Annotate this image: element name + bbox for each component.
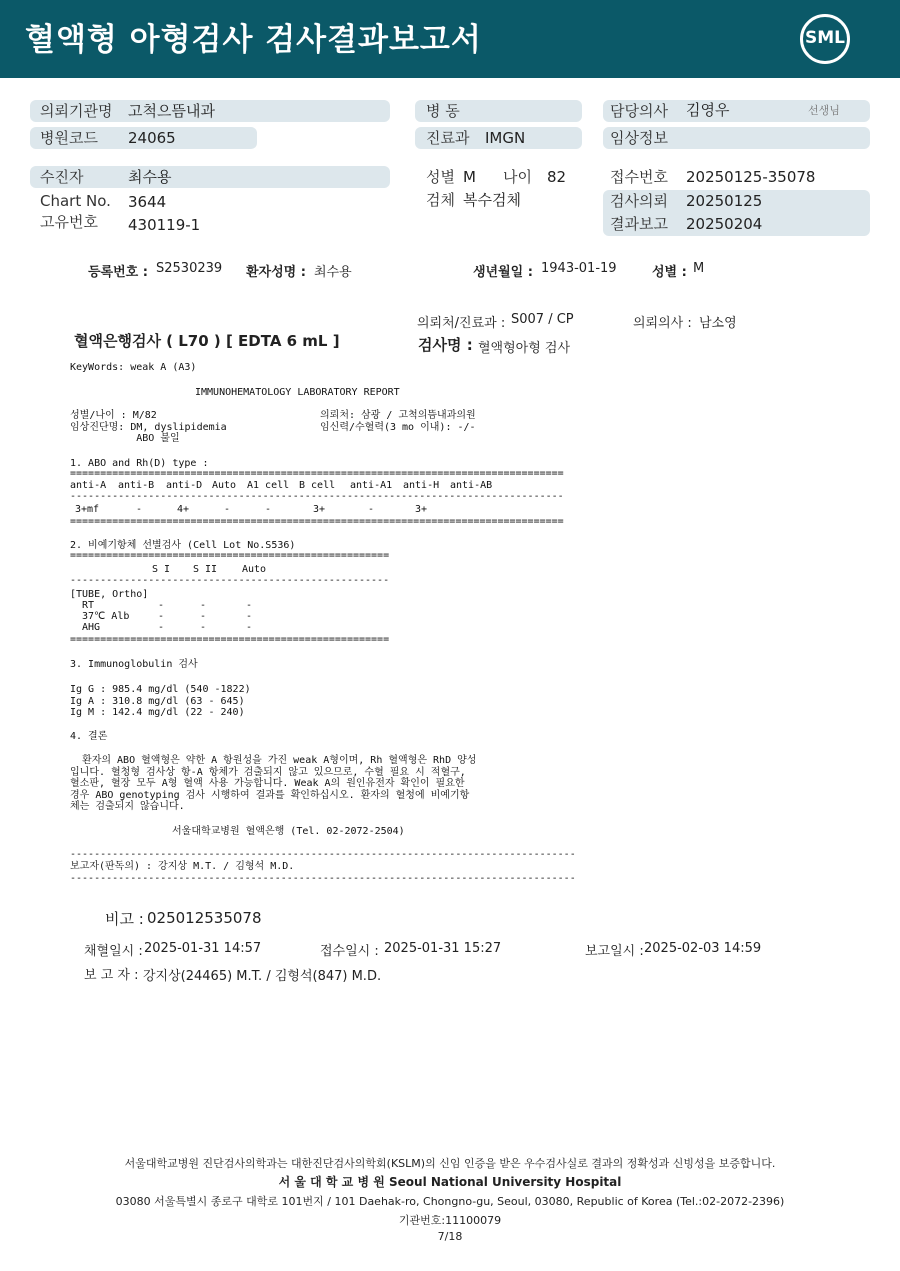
abo-header-cell: Auto xyxy=(212,480,237,491)
screen-row-label: 37℃ Alb xyxy=(82,611,130,622)
abo-value-cell: 3+mf xyxy=(75,504,100,515)
report-title: 혈액형 아형검사 검사결과보고서 xyxy=(25,22,482,58)
abo-value-cell: 3+ xyxy=(313,504,326,515)
report-signer: 보고자(판독의) : 강지상 M.T. / 김형석 M.D. xyxy=(70,861,295,872)
double-rule: ===================================================== xyxy=(70,550,390,561)
dob-label: 생년월일 : xyxy=(473,265,533,280)
reg-label: 등록번호 : xyxy=(88,265,148,280)
abo-value-cell: 3+ xyxy=(415,504,428,515)
doctor-suffix: 선생님 xyxy=(808,104,840,117)
hospital-name-en: Seoul National University Hospital xyxy=(389,1175,622,1189)
screen-row-value: - xyxy=(200,611,207,622)
sml-logo-text: SML xyxy=(805,28,845,48)
hospital-name-ko: 서 울 대 학 교 병 원 xyxy=(278,1175,385,1189)
report-label: 결과보고 xyxy=(610,215,668,233)
screen-header-cell: Auto xyxy=(242,564,267,575)
screen-header-cell: S II xyxy=(193,564,218,575)
section2-title: 2. 비예기항체 선별검사 (Cell Lot No.S536) xyxy=(70,540,296,551)
test-name-label: 검사명 : xyxy=(418,336,473,354)
dob-value: 1943-01-19 xyxy=(541,261,617,276)
conclusion-line: 혈소판, 혈장 모두 A형 혈액 사용 가능합니다. Weak A의 원인유전자 확인이 필요한 xyxy=(70,778,465,789)
double-rule: ================================================================================== xyxy=(70,516,564,527)
conclusion-line: 경우 ABO genotyping 검사 시행하여 결과를 확인하십시오. 환자의 혈청에 비예기항 xyxy=(70,790,470,801)
lab-title: IMMUNOHEMATOLOGY LABORATORY REPORT xyxy=(195,387,400,398)
screen-row-value: - xyxy=(158,600,165,611)
diagnosis-1: 임상진단명: DM, dyslipidemia xyxy=(70,422,227,433)
double-rule: ===================================================== xyxy=(70,634,390,645)
hospital-name xyxy=(0,1173,900,1190)
section4-title: 4. 결론 xyxy=(70,731,108,742)
screen-row-label: RT xyxy=(82,600,95,611)
specimen-label: 검체 xyxy=(426,191,455,209)
abo-header-cell: anti-AB xyxy=(450,480,493,491)
report-header xyxy=(0,0,900,78)
name-label: 환자성명 : xyxy=(246,265,306,280)
referrer: 의뢰처: 삼광 / 고척의뜸내과의원 xyxy=(320,410,476,421)
department-value: IMGN xyxy=(485,129,526,147)
sex-value: M xyxy=(463,168,476,186)
screen-row-value: - xyxy=(246,611,253,622)
igm-result: Ig M : 142.4 mg/dl (22 - 240) xyxy=(70,707,245,718)
page-number: 7/18 xyxy=(437,1230,463,1243)
abo-header-cell: anti-A1 xyxy=(350,480,393,491)
ward-label: 병 동 xyxy=(426,102,460,120)
age-value: 82 xyxy=(547,168,567,186)
collect-label: 채혈일시 : xyxy=(84,944,143,959)
patient-sex-value: M xyxy=(693,261,705,276)
patient-sex-label: 성별 : xyxy=(652,265,687,280)
reporter-label: 보 고 자 : xyxy=(84,968,139,983)
reg-value: S2530239 xyxy=(156,261,223,276)
hospital-code-label: 병원코드 xyxy=(40,129,98,147)
org-code: 기관번호:11100079 xyxy=(398,1214,502,1227)
screen-row-label: AHG xyxy=(82,622,101,633)
name-value: 최수용 xyxy=(314,265,352,280)
remark-label: 비고 : xyxy=(105,910,144,928)
specimen-value: 복수검체 xyxy=(463,191,521,209)
id-value: 430119-1 xyxy=(128,216,201,234)
single-rule: ------------------------------------------------------------------------------------ xyxy=(70,873,576,884)
conclusion-line: 입니다. 혈청형 검사상 항-A 항체가 검출되지 않고 있으므로, 수혈 필요 시 적혈구, xyxy=(70,767,466,778)
sml-logo xyxy=(800,14,850,64)
abo-value-cell: - xyxy=(224,504,231,515)
diagnosis-2: ABO 불일 xyxy=(70,433,180,444)
hospital-address: 03080 서울특별시 종로구 대학로 101번지 / 101 Daehak-ro, Chongno-gu, Seoul, 03080, Republic of Korea (Tel.:02-2072-2396) xyxy=(115,1195,785,1208)
patient-value: 최수용 xyxy=(128,168,172,186)
conclusion-line: 체는 검출되지 않습니다. xyxy=(70,801,185,812)
sex-label: 성별 xyxy=(426,168,455,186)
request-value: 20250125 xyxy=(686,192,763,210)
abo-header-cell: A1 cell xyxy=(247,480,290,491)
abo-header-cell: anti-D xyxy=(166,480,203,491)
hospital-code-value: 24065 xyxy=(128,129,176,147)
test-name-value: 혈액형아형 검사 xyxy=(478,341,571,356)
request-dept-value: S007 / CP xyxy=(511,312,574,327)
age-label: 나이 xyxy=(503,168,532,186)
id-label: 고유번호 xyxy=(40,213,98,231)
abo-header-cell: anti-H xyxy=(403,480,440,491)
abo-header-cell: anti-B xyxy=(118,480,155,491)
receive-value: 2025-01-31 15:27 xyxy=(384,941,502,956)
igg-result: Ig G : 985.4 mg/dl (540 -1822) xyxy=(70,684,251,695)
single-rule: ----------------------------------------------------- xyxy=(70,575,390,586)
abo-header-cell: B cell xyxy=(299,480,336,491)
screen-row-value: - xyxy=(200,600,207,611)
chart-label: Chart No. xyxy=(40,192,111,210)
section1-title: 1. ABO and Rh(D) type : xyxy=(70,458,209,469)
sex-age: 성별/나이 : M/82 xyxy=(70,410,157,421)
institution-label: 의뢰기관명 xyxy=(40,102,113,120)
reported-value: 2025-02-03 14:59 xyxy=(644,941,762,956)
clinical-label: 임상정보 xyxy=(610,129,668,147)
report-value: 20250204 xyxy=(686,215,763,233)
request-doctor-value: 남소영 xyxy=(699,316,737,331)
lab-contact: 서울대학교병원 혈액은행 (Tel. 02-2072-2504) xyxy=(172,826,405,837)
screen-row-value: - xyxy=(200,622,207,633)
chart-value: 3644 xyxy=(128,193,167,211)
abo-value-cell: - xyxy=(136,504,143,515)
institution-value: 고척으뜸내과 xyxy=(128,102,215,120)
request-dept-label: 의뢰처/진료과 : xyxy=(417,316,506,331)
screen-header-cell: S I xyxy=(152,564,171,575)
patient-label: 수진자 xyxy=(40,168,84,186)
request-label: 검사의뢰 xyxy=(610,192,668,210)
department-label: 진료과 xyxy=(426,129,470,147)
screen-row-value: - xyxy=(158,611,165,622)
pregnancy: 임신력/수혈력(3 mo 이내): -/- xyxy=(320,422,476,433)
abo-value-cell: 4+ xyxy=(177,504,190,515)
abo-header-cell: anti-A xyxy=(70,480,107,491)
patient-pill xyxy=(30,166,390,188)
keywords: KeyWords: weak A (A3) xyxy=(70,362,197,373)
test-header: 혈액은행검사 ( L70 ) [ EDTA 6 mL ] xyxy=(74,332,340,350)
screen-method: [TUBE, Ortho] xyxy=(70,589,149,600)
abo-value-cell: - xyxy=(265,504,272,515)
receipt-value: 20250125-35078 xyxy=(686,168,816,186)
collect-value: 2025-01-31 14:57 xyxy=(144,941,262,956)
section3-title: 3. Immunoglobulin 검사 xyxy=(70,659,198,670)
single-rule: ---------------------------------------------------------------------------------- xyxy=(70,491,564,502)
receipt-label: 접수번호 xyxy=(610,168,668,186)
iga-result: Ig A : 310.8 mg/dl (63 - 645) xyxy=(70,696,245,707)
reported-label: 보고일시 : xyxy=(585,944,644,959)
screen-row-value: - xyxy=(246,600,253,611)
remark-value: 025012535078 xyxy=(147,909,262,927)
single-rule: ------------------------------------------------------------------------------------ xyxy=(70,849,576,860)
request-doctor-label: 의뢰의사 : xyxy=(633,316,692,331)
abo-value-cell: - xyxy=(368,504,375,515)
screen-row-value: - xyxy=(158,622,165,633)
receive-label: 접수일시 : xyxy=(320,944,379,959)
doctor-value: 김영우 xyxy=(686,101,730,119)
double-rule: ================================================================================== xyxy=(70,468,564,479)
doctor-label: 담당의사 xyxy=(610,102,668,120)
conclusion-line: 환자의 ABO 혈액형은 약한 A 항원성을 가진 weak A형이며, Rh 혈액형은 RhD 양성 xyxy=(70,755,477,766)
reporter-value: 강지상(24465) M.T. / 김형석(847) M.D. xyxy=(143,969,382,984)
screen-row-value: - xyxy=(246,622,253,633)
certification-text: 서울대학교병원 진단검사의학과는 대한진단검사의학회(KSLM)의 신임 인증을 받은 우수검사실로 결과의 정확성과 신빙성을 보증합니다. xyxy=(124,1157,776,1170)
